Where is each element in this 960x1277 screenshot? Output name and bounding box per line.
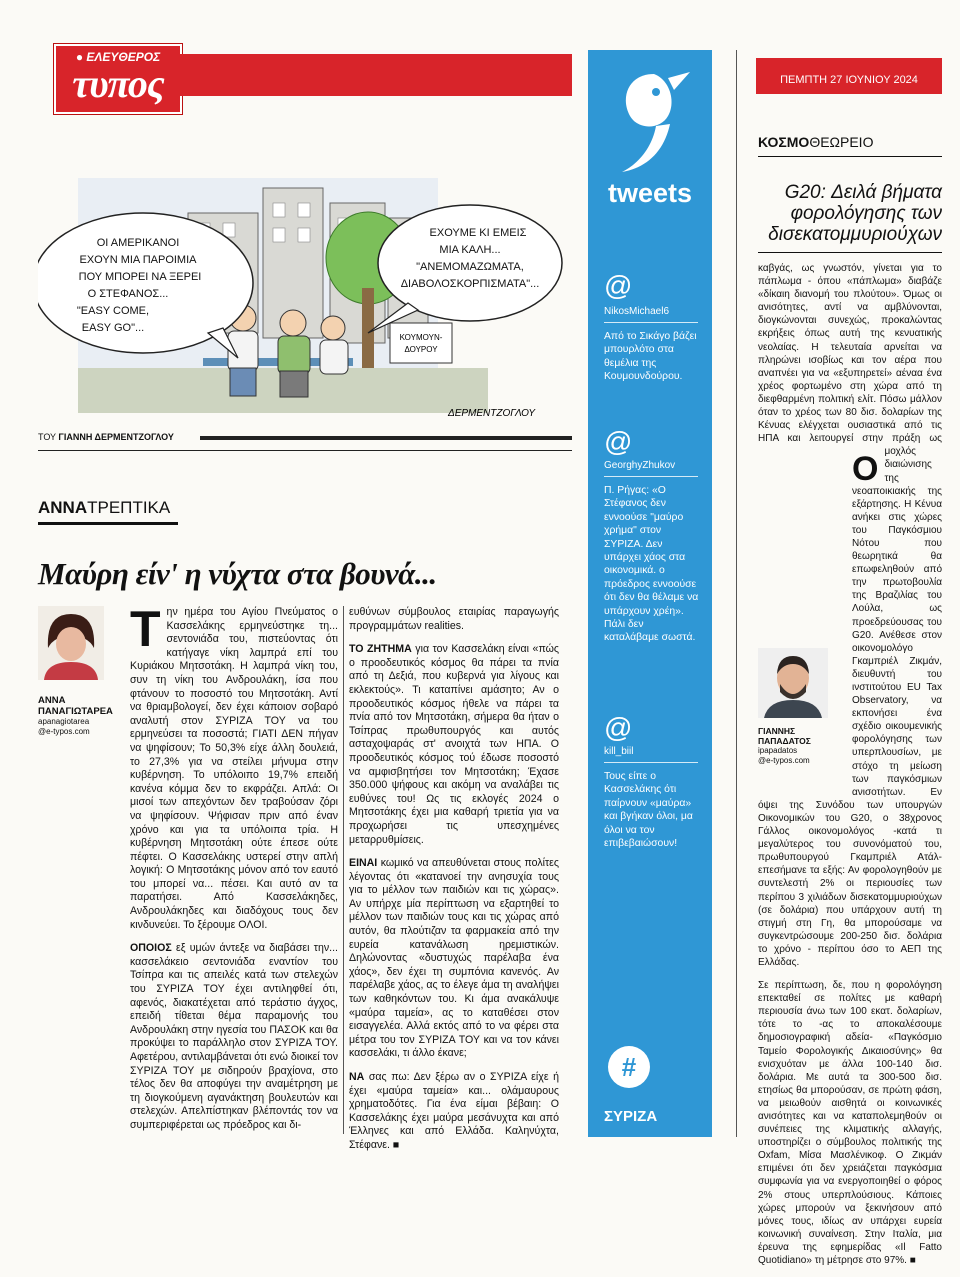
paragraph-6-lead: ΝΑ <box>349 1071 365 1083</box>
tweet-3-handle: kill_biil <box>604 746 634 757</box>
column-paragraph-2: Σε περίπτωση, δε, που η φορολόγηση επεκταθεί σε πολίτες με καθαρή περιουσία άνω των 100 εκατ. δολαρίων, τότε το -ας το αποκαλέσουμε δημοσιογραφική αδεία- «Παγκόσμιο Ταμείο Φορολογικής Δικαιοσύνης» θα ενισχυόταν με άλλα 100-140 δισ. δολάρια. Με αυτά τα 300-500 δισ. ετησίως θα μπορούσαν, σε πρώτη φάση, να μειωθούν αισθητά οι κοινωνικές ανισότητες και να καταπολεμηθούν οι συνέπειες της κλιματικής αλλαγής, υποστηρίζει ο σύμβουλος πολιτικής της Oxfam, Μίσα Μασλένικοφ. Ο Ζικμάν επιμένει ότι δεν χρειάζεται παγκόσμια συμφωνία για να ενεργοποιηθεί ο φόρος 2% στους υπερπλούσιους. Κάποιες χώρες μπορούν να ξεκινήσουν από μόνες τους, ιδίως αν υπάρχει ευρεία κοινωνική συναίνεση. Στην Ιταλία, μια έρευνα της εφημερίδας «Il Fatto Quotidiano» τη μέτρησε στο 97%. ■ <box>758 980 942 1267</box>
column-kicker <box>758 134 873 150</box>
cartoon <box>38 118 572 438</box>
bubble-left-line: Ο ΣΤΕΦΑΝΟΣ... <box>87 288 169 300</box>
paragraph-2-lead: ΟΠΟΙΟΣ <box>130 942 172 955</box>
paragraph-1: ην ημέρα του Αγίου Πνεύματος ο Κασσελάκης ερμηνεύστηκε τη... σεντονιάδα του, πιστεύοντας ότι κατήγαγε νίκη λαμπρά επί του Κυριάκου Μητσοτάκη. Η λαμπρά νίκη του, συν τη νίκη του Ανδρουλάκη, ίσα που φτάνουν το ποσοστό του Μητσοτάκη. Αντί να θριαμβολογεί, δεν έχει κάποιον σοβαρό αναλυτή στον ΣΥΡΙΖΑ ΤΟΥ να του ερμηνεύσει τα ποσοστά; ΓΙΑΤΙ ΔΕΝ πήγαν να ψηφίσουν; Το 50,3% είχε άλλη δουλειά, το 27,3% για να στείλει μήνυμα στην κυβέρνηση. Το υπόλοιπο 19,7% επειδή κανένα κόμμα δεν το εκφράζει. Απλά: Οι μισοί των απεχόντων δεν τραβούσαν ζόρι να ψηφίσουν. Ψήφισαν πριν από έναν χρόνο και για τα υπόλοιπα τρία. Η κυβέρνηση Μητσοτάκη ούτε έπεσε ούτε πέφτει. Ο Κασσελάκης υστερεί στην απλή λογική: Ο Μητσοτάκης μόνον από τον εαυτό του μπορεί να... πέσει. Και αυτό αν τα παρατήσει. Από Κασσελάκηδες, Ανδρουλάκηδες και διαδόχους τους δεν κινδυνεύει. Το ξέρουμε ΟΛΟΙ. <box>130 606 338 931</box>
dropcap: Τ <box>130 601 161 657</box>
column-headline-rule <box>758 252 942 253</box>
paragraph-4-lead: ΤΟ ΖΗΤΗΜΑ <box>349 643 412 656</box>
tweets-label: tweets <box>607 178 693 208</box>
bubble-right-line: ΕΧΟΥΜΕ ΚΙ ΕΜΕΙΣ <box>429 227 527 239</box>
article-headline: Μαύρη είν' η νύχτα στα βουνά... <box>38 556 437 591</box>
article-author-box <box>38 606 120 737</box>
column-author-box <box>758 648 846 788</box>
author-email: @e-typos.com <box>38 727 90 736</box>
column-kicker-light: ΘΕΩΡΕΙΟ <box>809 134 874 150</box>
cartoon-sign <box>390 323 452 363</box>
column-author-handle: ipapadatos <box>758 746 798 756</box>
tweet-2-at-icon: @ <box>604 426 633 457</box>
column-headline: G20: Δειλά βήματα φορολόγησης των δισεκατομμυριούχων <box>768 182 942 245</box>
cartoon-credit <box>38 432 174 442</box>
article-column-1 <box>130 601 338 1143</box>
column-author-name: ΓΙΑΝΝΗΣ ΠΑΠΑΔΑΤΟΣ <box>758 726 811 747</box>
column-dropcap: Ο <box>852 450 879 488</box>
paragraph-5-lead: ΕΙΝΑΙ <box>349 857 378 870</box>
author-photo <box>38 606 104 680</box>
tweet-1-handle: NikosMichael6 <box>604 306 670 317</box>
tweets-bird-icon <box>616 68 692 176</box>
issue-date: ΠΕΜΠΤΗ 27 ΙΟΥΝΙΟΥ 2024 <box>780 74 918 86</box>
logo-top-label: ● ΕΛΕΥΘΕΡΟΣ <box>75 50 161 64</box>
right-column-rule <box>736 50 737 1137</box>
paragraph-6: σας πω: Δεν ξέρω αν ο ΣΥΡΙΖΑ είχε ή έχει «μαύρα ταμεία» και... ολάμαυρους χρηματοδότες. Για ένα είμαι βέβαιη: Ο Κασσελάκης έχει μαύρα μεσάνυχτα και από Έλληνες και από Ελλάδα. Καληνύχτα, Στέφανε. ■ <box>349 1071 559 1151</box>
bubble-left-line: EASY GO"... <box>81 322 145 334</box>
article-column-2 <box>349 606 559 1163</box>
column-author-photo <box>758 648 828 718</box>
cartoon-rule <box>200 436 572 440</box>
sign-line-2: ΔΟΥΡΟΥ <box>404 345 438 354</box>
bubble-right-line: ΔΙΑΒΟΛΟΣΚΟΡΠΙΣΜΑΤΑ"... <box>400 278 540 290</box>
bubble-left-line: ΠΟΥ ΜΠΟΡΕΙ ΝΑ ΞΕΡΕΙ <box>78 271 202 283</box>
article-kicker <box>38 498 170 518</box>
cartoon-signature: ΔΕΡΜΕΝΤΖΟΓΛΟΥ <box>448 408 536 419</box>
bubble-right-line: ΜΙΑ ΚΑΛΗ... <box>439 244 501 256</box>
tweet-3-rule <box>604 762 698 763</box>
tweet-2-text: Π. Ρήγας: «Ο Στέφανος δεν εννοούσε "μαύρο χρήμα" στον ΣΥΡΙΖΑ. Δεν υπάρχει χάος στα οικονομικά. ο πρόεδρος εννοούσε ότι δεν θα θέλαμε να υπάρχουν χρέη». Πάλι δεν καταλάβαμε σωστά. <box>604 485 699 644</box>
section-divider <box>38 450 572 451</box>
author-handle: apanagiotarea <box>38 717 90 726</box>
hashtag-label: ΣΥΡΙΖΑ <box>604 1108 658 1125</box>
author-name: ΑΝΝΑ ΠΑΝΑΓΙΩΤΑΡΕΑ <box>38 695 113 717</box>
tweet-2-handle: GeorghyZhukov <box>604 460 676 471</box>
tweet-1-rule <box>604 322 698 323</box>
paragraph-4: για τον Κασσελάκη είναι «πώς ο προοδευτικός κόσμος θα πάρει τα πνία από τη Δεξιά, που κυβερνά για λίγους και εκλεκτούς». Τι καταπίνει αμάσητο; Αν ο προοδευτικός κόσμος ήθελε να πάρει τα πνία από τον Μητσοτάκη, σήμερα θα ήταν ο Τσίπρας πρωθυπουργός και αυτός ασταχοψαράς στ' ανοιχτά των ΗΠΑ. Ο προοδευτικός κόσμος τού έδωσε ποσοστό να αμφισβητήσει τον Μητσοτάκη; Έχασε 350.000 ψήφους και ακόμη να αναλάβει τις ευθύνες του! Ως τις εκλογές 2024 ο Μητσοτάκης έχει μια καθαρή τριετία για να προχωρήσει τις υπεσχημένες μεταρρυθμίσεις. <box>349 643 559 846</box>
tweet-1-text: Από το Σικάγο βάζει μπουρλότο στα θεμέλια της Κουμουνδούρου. <box>604 331 697 383</box>
tweet-3-text: Τους είπε ο Κασσελάκης ότι παίρνουν «μαύρα» και βγήκαν όλοι, μα όλοι να τον επιβεβαιώσουν! <box>604 771 693 850</box>
cartoon-drawing <box>38 118 572 438</box>
paragraph-2: εξ υμών άντεξε να διαβάσει την... κασσελάκειο σεντονιάδα εναντίον του Τσίπρα και τις απειλές κατά των στελεχών του ΣΥΡΙΖΑ ΤΟΥ έχει αντιληφθεί ότι, αφενός, διακατέχεται από τεράστιο άγχος, επειδή τίθεται θέμα παραμονής του Ανδρουλάκη στην ηγεσία του ΠΑΣΟΚ και θα προκύψει το παράλληλο στον ΣΥΡΙΖΑ ΤΟΥ. Αφετέρου, αντιλαμβάνεται ότι ενώ διοικεί τον ΣΥΡΙΖΑ ΤΟΥ με σιδηρούν βραχίονα, στο τέλος δεν θα αποφύγει την αναμέτρηση με τη διογκούμενη αγανάκτηση βουλευτών και στελεχών. Απελπίστηκαν βλέποντάς τον να συμπεριφέρεται ως πρόεδρος και δι- <box>130 942 338 1131</box>
column-rule <box>343 606 344 1134</box>
hashtag-icon: # <box>608 1046 650 1088</box>
tweet-3-at-icon: @ <box>604 712 633 743</box>
bubble-left-line: ΕΧΟΥΝ ΜΙΑ ΠΑΡΟΙΜΙΑ <box>79 254 197 266</box>
column-body <box>758 262 942 1277</box>
bubble-left-line: ΟΙ ΑΜΕΡΙΚΑΝΟΙ <box>96 237 180 249</box>
bubble-left-line: "EASY COME, <box>76 305 150 317</box>
bubble-right-line: "ΑΝΕΜΟΜΑΖΩΜΑΤΑ, <box>416 261 524 273</box>
column-author-email: @e-typos.com <box>758 756 810 766</box>
logo-name: τυπος <box>72 61 164 106</box>
paragraph-3: ευθύνων σύμβουλος εταιρίας παραγωγής προγραμμάτων realities. <box>349 606 559 632</box>
kicker-underline <box>38 522 178 525</box>
paragraph-5: κωμικό να απευθύνεται στους πολίτες λέγοντας ότι «κατανοεί την ανησυχία τους για το μέλλον των παιδιών και τις χώρας». Αν υπήρχε μία περίπτωση να εξαρτηθεί το μέλλον των παιδιών τους και τις χώρας από αυτόν, θα πλούτιζαν τα φαρμακεία από την ευρεία κατανάλωση ηρεμιστικών. Δηλώνοντας «δυστυχώς παρέλαβα ένα χάος», δεν έχει τη συμπόνια κανενός. Αν παρέλαβε χάος, ας το έλεγε άμα τη αναλήψει των καθηκόντων του. Κι άμα ανακάλυψε «μαύρα ταμεία», ας το καταθέσει στον εισαγγελέα. Αλλά εκτός από το να φέρει στα μέτρα του τον ΣΥΡΙΖΑ ΤΟΥ και να τον κάνει κασσελάκι, τι άλλο έκανε; <box>349 857 559 1060</box>
tweet-2-rule <box>604 476 698 477</box>
kicker-bold: ΑΝΝΑ <box>38 498 88 517</box>
credit-prefix: ΤΟΥ <box>38 432 56 442</box>
column-kicker-bold: ΚΟΣΜΟ <box>758 134 810 150</box>
column-kicker-underline <box>758 156 942 157</box>
column-paragraph-1: καβγάς, ως γνωστόν, γίνεται για το πάπλωμα - όπου «πάπλωμα» διαβάζε «δίκαιη διανομή του πλούτου». Όμως οι ανισότητες, αντί να αμβλύνονται, διογκώνονται συνεχώς, προκαλώντας εκρήξεις όπως αυτή της κενυατικής νεολαίας. Η τελευταία αρνείται να πληρώνει ισοβίως και τον αέρα που αναπνέει για να «εξυπηρετεί» αέναα ένα χρέος φορτωμένο στη χώρα από τη διεφθαρμένη πολιτική ελίτ. Πόσω μάλλον όταν το χρέος των 80 δισ. δολαρίων της Κένυας ελέγχεται ουσιαστικά από τις ΗΠΑ και λειτουργεί στην πράξη ως μοχλός διαιώνισης της νεοαποικιακής της εξάρτησης. Η Κένυα ανήκει στις χώρες του Παγκόσμιου Νότου που θεωρητικά θα επωφεληθούν από την πρωτοβουλία της Βραζιλίας του Λούλα, ως προεδρεύουσας του G20. Ανέθεσε στον οικονομολόγο Γκαμπριέλ Ζικμάν, διευθυντή του ινστιτούτου EU Tax Observatory, να εκπονήσει ένα σχέδιο οικουμενικής φορολόγησης των υπερπλουσίων, με στόχο τη μείωση των παγκόσμιων ανισοτήτων. Εν όψει της Συνόδου των υπουργών Οικονομικών του G20, ο 38χρονος Γάλλος οικονομολόγος -κατά τι μεγαλύτερος του συνονόματού του, πρωθυπουργού Γκαμπριέλ Ατάλ- επεσήμανε τα εξής: Αν φορολογηθούν με συντελεστή 2% οι περιουσίες των περίπου 3 χιλιάδων δισεκατομμυριούχων (σε δολάρια) που υπάρχουν αυτή τη στιγμή στη Γη, θα μπορούσαμε να συγκεντρώσουμε 200-250 δισ. δολάρια το χρόνο - περίπου όσο το ΑΕΠ της Ελλάδας. <box>758 263 942 968</box>
kicker-light: ΤΡΕΠΤΙΚΑ <box>87 498 171 517</box>
masthead-red-bar <box>180 54 572 96</box>
newspaper-logo <box>54 44 182 114</box>
tweets-panel <box>588 50 712 1137</box>
credit-name: ΓΙΑΝΝΗ ΔΕΡΜΕΝΤΖΟΓΛΟΥ <box>58 432 174 442</box>
sign-line-1: ΚΟΥΜΟΥΝ- <box>399 333 443 342</box>
tweet-1-at-icon: @ <box>604 270 633 301</box>
